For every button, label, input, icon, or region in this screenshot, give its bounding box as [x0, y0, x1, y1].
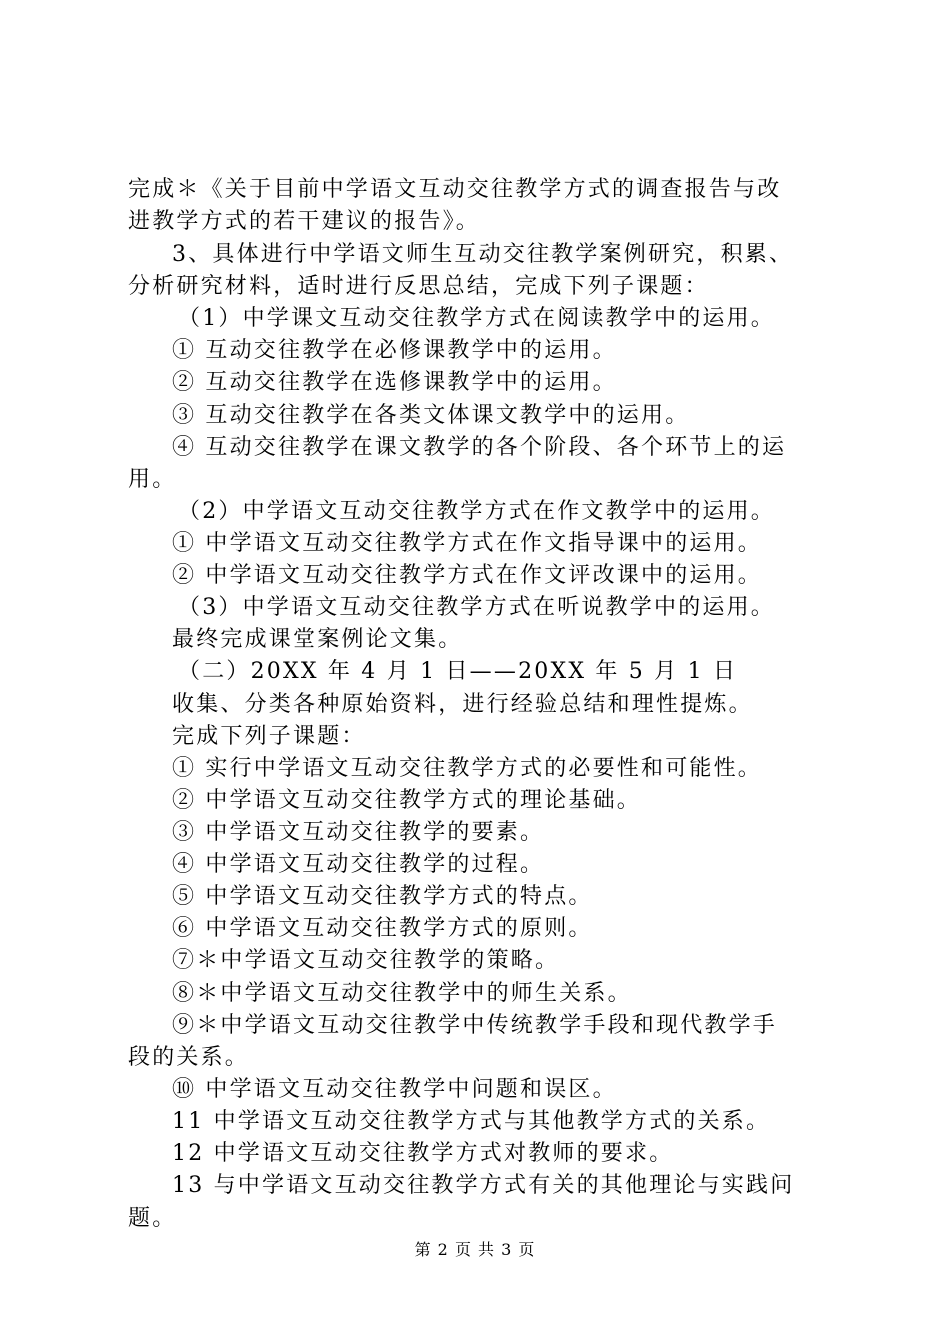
- text-line: ① 互动交往教学在必修课教学中的运用。: [172, 338, 617, 363]
- text-line: ② 互动交往教学在选修课教学中的运用。: [172, 370, 617, 395]
- text-line: 最终完成课堂案例论文集。: [172, 627, 463, 652]
- text-line: 12 中学语文互动交往教学方式对教师的要求。: [172, 1141, 674, 1166]
- text-line: （2）中学语文互动交往教学方式在作文教学中的运用。: [178, 499, 775, 524]
- text-line: ① 中学语文互动交往教学方式在作文指导课中的运用。: [172, 531, 762, 556]
- text-line: 13 与中学语文互动交往教学方式有关的其他理论与实践问: [172, 1173, 795, 1198]
- text-line: 11 中学语文互动交往教学方式与其他教学方式的关系。: [172, 1109, 771, 1134]
- text-line: （3）中学语文互动交往教学方式在听说教学中的运用。: [178, 595, 775, 620]
- text-line: 用。: [128, 467, 177, 492]
- text-line: ③ 中学语文互动交往教学的要素。: [172, 820, 545, 845]
- text-line: （1）中学课文互动交往教学方式在阅读教学中的运用。: [178, 306, 775, 331]
- text-line: ⑥ 中学语文互动交往教学方式的原则。: [172, 916, 593, 941]
- text-line: ① 实行中学语文互动交往教学方式的必要性和可能性。: [172, 756, 762, 781]
- text-line: ④ 互动交往教学在课文教学的各个阶段、各个环节上的运: [172, 435, 787, 460]
- text-line: ⑨＊中学语文互动交往教学中传统教学手段和现代教学手: [172, 1013, 778, 1038]
- text-line: 3、具体进行中学语文师生互动交往教学案例研究，积累、: [172, 242, 794, 267]
- text-line: ⑦＊中学语文互动交往教学的策略。: [172, 948, 560, 973]
- text-line: 进教学方式的若干建议的报告》。: [128, 209, 481, 234]
- text-line: 收集、分类各种原始资料，进行经验总结和理性提炼。: [172, 692, 753, 717]
- page-number-footer: 第 2 页 共 3 页: [414, 1240, 536, 1259]
- text-line: ④ 中学语文互动交往教学的过程。: [172, 852, 545, 877]
- text-line: （二）20XX 年 4 月 1 日——20XX 年 5 月 1 日: [178, 659, 738, 684]
- text-line: ⑧＊中学语文互动交往教学中的师生关系。: [172, 981, 632, 1006]
- text-line: ⑩ 中学语文互动交往教学中问题和误区。: [172, 1077, 617, 1102]
- text-line: 分析研究材料，适时进行反思总结，完成下列子课题：: [128, 274, 709, 299]
- text-line: ⑤ 中学语文互动交往教学方式的特点。: [172, 884, 593, 909]
- text-line: ② 中学语文互动交往教学方式的理论基础。: [172, 788, 641, 813]
- text-line: 完成＊《关于目前中学语文互动交往教学方式的调查报告与改: [128, 177, 782, 202]
- text-line: 完成下列子课题：: [172, 724, 366, 749]
- text-line: ③ 互动交往教学在各类文体课文教学中的运用。: [172, 403, 690, 428]
- text-line: 段的关系。: [128, 1045, 250, 1070]
- text-line: 题。: [128, 1206, 177, 1231]
- text-line: ② 中学语文互动交往教学方式在作文评改课中的运用。: [172, 563, 762, 588]
